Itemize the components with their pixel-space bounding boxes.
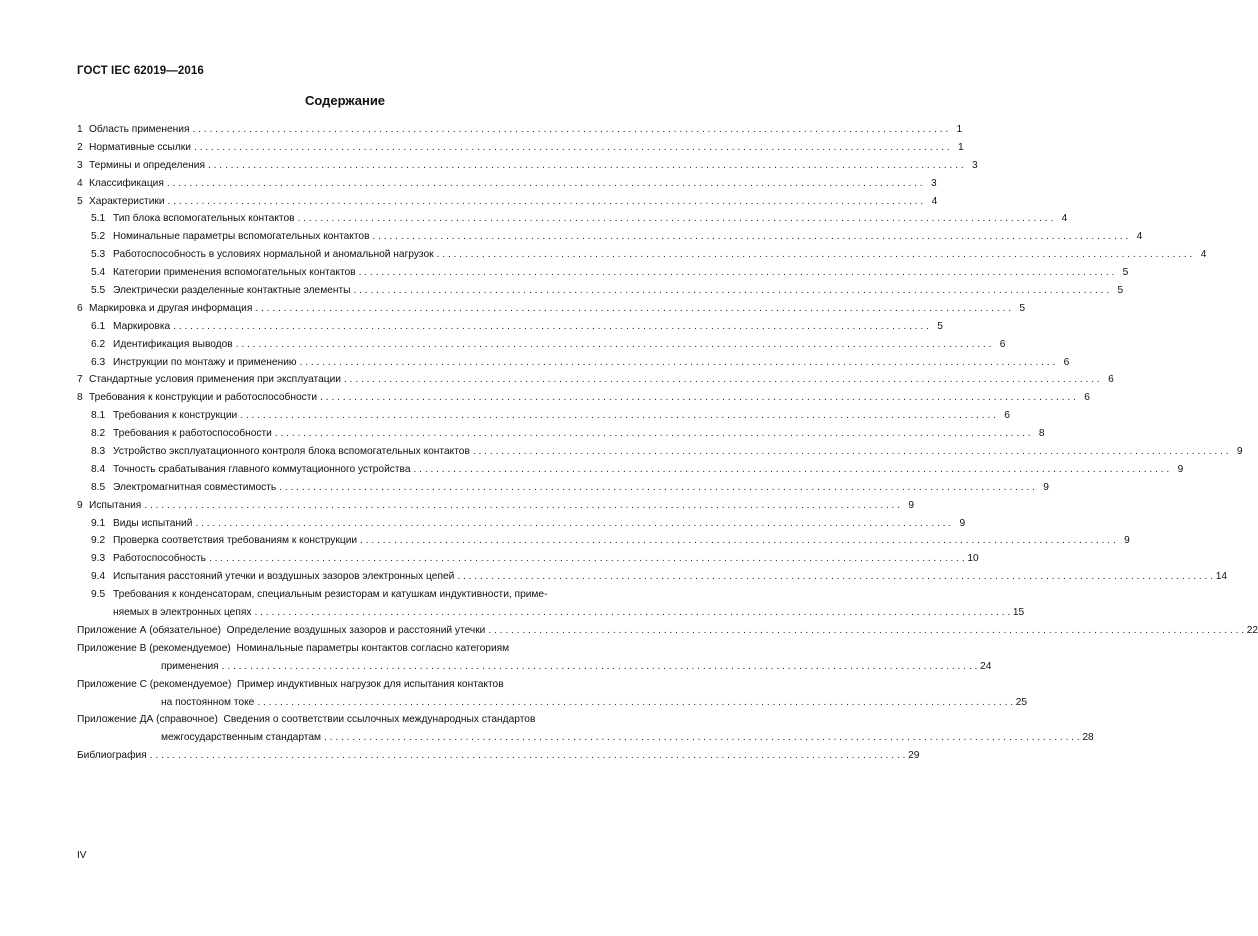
toc-entry-title: Электрически разделенные контактные элементы — [113, 285, 351, 297]
toc-entry-number: 7 — [77, 374, 83, 386]
toc-entry[interactable] — [77, 479, 1049, 497]
toc-entry-number: 6.1 — [91, 320, 106, 332]
toc-entry-page: 14 — [1215, 571, 1228, 583]
toc-entry[interactable] — [77, 371, 1114, 389]
dot-leader — [437, 246, 1193, 264]
toc-entry-title-continued: няемых в электронных цепях — [113, 607, 252, 619]
dot-leader — [208, 157, 964, 175]
toc-entry-title: Инструкции по монтажу и применению — [113, 356, 297, 368]
toc-entry-page: 9 — [908, 499, 915, 511]
toc-entry-page: 9 — [1236, 446, 1243, 458]
toc-annex-title-continued: применения — [161, 660, 219, 672]
toc-entry-page: 9 — [1124, 535, 1130, 547]
dot-leader — [488, 622, 1244, 640]
toc-entry-title: Точность срабатывания главного коммутационного устройства — [113, 463, 411, 475]
toc-entry-page: 9 — [959, 517, 966, 529]
toc-entry[interactable] — [77, 264, 1129, 282]
toc-entry-number: 9.5 — [91, 589, 106, 601]
toc-entry-title: Требования к конструкции и работоспособности — [89, 392, 318, 404]
toc-entry-page: 4 — [1200, 249, 1207, 261]
toc-entry[interactable] — [77, 193, 938, 211]
dot-leader — [279, 479, 1035, 497]
toc-entry-page: 5 — [1117, 285, 1124, 297]
dot-leader — [360, 532, 1116, 550]
toc-entry-page: 8 — [1038, 428, 1045, 440]
toc-entry-page: 3 — [972, 159, 978, 171]
toc-entry[interactable] — [77, 461, 1184, 479]
dot-leader — [457, 568, 1213, 586]
toc-entry-number: 8.3 — [91, 446, 106, 458]
dot-leader — [255, 300, 1011, 318]
toc-entry-number: 5.3 — [91, 249, 106, 261]
toc-entry-title: Классификация — [89, 177, 164, 189]
toc-entry-9-5-continued[interactable] — [77, 604, 1025, 622]
toc-annex-title: Пример индуктивных нагрузок для испытания контактов — [237, 678, 504, 690]
toc-entry[interactable] — [77, 497, 915, 515]
toc-entry-page: 5 — [1122, 267, 1129, 279]
toc-entry-title: Термины и определения — [89, 159, 205, 171]
toc-entry[interactable] — [77, 407, 1010, 425]
dot-leader — [195, 515, 951, 533]
dot-leader — [222, 658, 978, 676]
toc-annex[interactable] — [77, 676, 1028, 712]
toc-entry-number: 5.4 — [91, 267, 106, 279]
toc-annex-line-continued — [77, 694, 1028, 712]
toc-entry-number: 5.5 — [91, 285, 106, 297]
toc-entry[interactable] — [77, 568, 1228, 586]
dot-leader — [167, 175, 923, 193]
toc-entry-number: 9.1 — [91, 517, 106, 529]
toc-entry[interactable] — [77, 210, 1068, 228]
toc-entry[interactable] — [77, 318, 943, 336]
toc-entry-page: 5 — [937, 320, 943, 332]
toc-entry-title: Номинальные параметры вспомогательных контактов — [113, 231, 370, 243]
dot-leader — [150, 747, 906, 765]
toc-entry-page: 29 — [908, 750, 920, 762]
toc-annex-title: Номинальные параметры контактов согласно категориям — [236, 642, 510, 654]
toc-entry-number: 8.1 — [91, 410, 106, 422]
toc-annex[interactable] — [77, 640, 992, 676]
table-of-contents — [77, 121, 1258, 765]
dot-leader — [414, 461, 1170, 479]
dot-leader — [254, 604, 1010, 622]
toc-entry-title: Электромагнитная совместимость — [113, 481, 277, 493]
toc-entry[interactable] — [77, 515, 966, 533]
dot-leader — [300, 354, 1056, 372]
toc-entry-page: 4 — [931, 195, 938, 207]
dot-leader — [192, 121, 948, 139]
dot-leader — [298, 210, 1054, 228]
toc-entry-number: 6.3 — [91, 356, 106, 368]
dot-leader — [353, 282, 1109, 300]
toc-annex-title: Определение воздушных зазоров и расстояний утечки — [226, 624, 486, 636]
toc-annex-label: Приложение ДА (справочное) — [77, 714, 218, 726]
toc-annex-title: Сведения о соответствии ссылочных международных стандартов — [223, 714, 536, 726]
toc-entry[interactable] — [77, 228, 1143, 246]
toc-entry-number: 3 — [77, 159, 83, 171]
dot-leader — [324, 729, 1080, 747]
dot-leader — [373, 228, 1129, 246]
toc-entry[interactable] — [77, 389, 1090, 407]
toc-entry-title: Категории применения вспомогательных контактов — [113, 267, 356, 279]
toc-entry-title: Требования к конструкции — [113, 410, 238, 422]
toc-entry-title: Устройство эксплуатационного контроля блока вспомогательных контактов — [113, 446, 470, 458]
toc-entry-page: 4 — [1136, 231, 1143, 243]
toc-entry[interactable] — [77, 157, 978, 175]
toc-entry-page: 1 — [958, 141, 964, 153]
toc-entry-page: 1 — [956, 124, 963, 135]
toc-entry-9-5[interactable] — [77, 586, 615, 604]
toc-entry-number: 5.2 — [91, 231, 106, 243]
toc-entry-page: 6 — [1108, 374, 1114, 386]
toc-entry[interactable] — [77, 300, 1026, 318]
dot-leader — [473, 443, 1229, 461]
toc-entry[interactable] — [77, 550, 979, 568]
toc-entry-page: 4 — [1061, 213, 1068, 225]
toc-annex-label: Приложение С (рекомендуемое) — [77, 678, 232, 690]
toc-entry-page: 10 — [967, 553, 979, 565]
toc-entry-number: 9 — [77, 499, 83, 511]
toc-entry-number: 8.2 — [91, 428, 106, 440]
toc-entry-title: Идентификация выводов — [113, 338, 233, 350]
toc-annex-line-continued — [77, 658, 992, 676]
toc-entry-page: 25 — [1015, 696, 1028, 708]
dot-leader — [168, 193, 924, 211]
toc-entry-title: Маркировка и другая информация — [89, 302, 253, 314]
toc-entry-number: 9.2 — [91, 535, 106, 547]
toc-entry-title: Проверка соответствия требованиям к конструкции — [113, 535, 358, 547]
toc-entry-page: 9 — [1043, 481, 1049, 493]
toc-entry-number: 8.4 — [91, 463, 106, 475]
toc-entry-page: 6 — [999, 338, 1006, 350]
toc-entry-number: 4 — [77, 177, 83, 189]
toc-entry-number: 2 — [77, 141, 83, 153]
dot-leader — [173, 318, 929, 336]
toc-annexes — [77, 622, 1258, 747]
toc-entry[interactable] — [77, 425, 1045, 443]
toc-entry-title: Характеристики — [89, 195, 165, 207]
dot-leader — [236, 336, 992, 354]
toc-entry-title: Виды испытаний — [113, 517, 193, 529]
toc-entry-page: 3 — [930, 177, 937, 189]
toc-entry[interactable] — [77, 139, 964, 157]
dot-leader — [275, 425, 1031, 443]
dot-leader — [144, 497, 900, 515]
toc-annex-line — [77, 711, 615, 729]
toc-annex-line — [77, 640, 615, 658]
page-number-footer: IV — [77, 850, 87, 861]
toc-annex-label: Приложение А (обязательное) — [77, 624, 221, 636]
toc-entry-title: Испытания расстояний утечки и воздушных зазоров электронных цепей — [113, 571, 455, 583]
toc-entry-page: 9 — [1177, 463, 1184, 475]
toc-title: Содержание — [304, 93, 386, 108]
document-header: ГОСТ IEC 62019—2016 — [77, 65, 204, 77]
toc-entry-page: 15 — [1012, 607, 1025, 619]
toc-entry-title: Стандартные условия применения при эксплуатации — [89, 374, 341, 386]
toc-annex-label: Приложение В (рекомендуемое) — [77, 642, 231, 654]
toc-entry-number: 5.1 — [91, 213, 106, 225]
toc-entry-bibliography[interactable] — [77, 747, 920, 765]
toc-entry-title: Тип блока вспомогательных контактов — [113, 213, 295, 225]
toc-entry-title: Область применения — [89, 124, 190, 135]
toc-annex-line — [77, 622, 1258, 640]
toc-entry-title: Маркировка — [113, 320, 171, 332]
toc-entry-number: 6.2 — [91, 338, 106, 350]
toc-entry[interactable] — [77, 532, 1130, 550]
dot-leader — [344, 371, 1100, 389]
toc-entry[interactable] — [77, 246, 1207, 264]
toc-annex-line-continued — [77, 729, 1094, 747]
toc-entry[interactable] — [77, 443, 1243, 461]
toc-entry-title: Требования к работоспособности — [113, 428, 272, 440]
toc-entry-page: 22 — [1246, 624, 1258, 636]
toc-entry-title: Нормативные ссылки — [89, 141, 191, 153]
dot-leader — [359, 264, 1115, 282]
toc-entry-number: 6 — [77, 302, 83, 314]
toc-entry-number: 8.5 — [91, 481, 106, 493]
toc-entry-number: 5 — [77, 195, 83, 207]
toc-entry-page: 28 — [1082, 732, 1094, 744]
toc-annex-title-continued: межгосударственным стандартам — [161, 732, 321, 744]
dot-leader — [320, 389, 1076, 407]
toc-entries — [77, 121, 1243, 586]
toc-entry-page: 24 — [980, 660, 992, 672]
toc-entry-number: 8 — [77, 392, 83, 404]
toc-entry-page: 6 — [1084, 392, 1090, 404]
dot-leader — [194, 139, 950, 157]
toc-entry-page: 6 — [1004, 410, 1010, 422]
toc-entry[interactable] — [77, 282, 1124, 300]
toc-entry-page: 6 — [1063, 356, 1070, 368]
toc-entry-title: Требования к конденсаторам, специальным резисторам и катушкам индуктивности, приме- — [113, 589, 548, 601]
toc-annex-line — [77, 676, 615, 694]
toc-annex[interactable] — [77, 711, 1094, 747]
toc-entry[interactable] — [77, 354, 1070, 372]
toc-entry[interactable] — [77, 336, 1006, 354]
toc-annex[interactable] — [77, 622, 1258, 640]
toc-entry-number: 9.3 — [91, 553, 106, 565]
toc-entry-number: 9.4 — [91, 571, 106, 583]
dot-leader — [240, 407, 996, 425]
toc-entry[interactable] — [77, 121, 963, 139]
toc-entry-number: 1 — [77, 124, 83, 135]
dot-leader — [257, 694, 1013, 712]
toc-annex-title-continued: на постоянном токе — [161, 696, 255, 708]
toc-entry[interactable] — [77, 175, 937, 193]
toc-entry-title: Работоспособность в условиях нормальной и аномальной нагрузок — [113, 249, 434, 261]
toc-entry-page: 5 — [1019, 302, 1026, 314]
dot-leader — [209, 550, 965, 568]
toc-entry-title: Работоспособность — [113, 553, 206, 565]
toc-entry-title: Библиография — [77, 750, 147, 762]
toc-entry-title: Испытания — [89, 499, 142, 511]
